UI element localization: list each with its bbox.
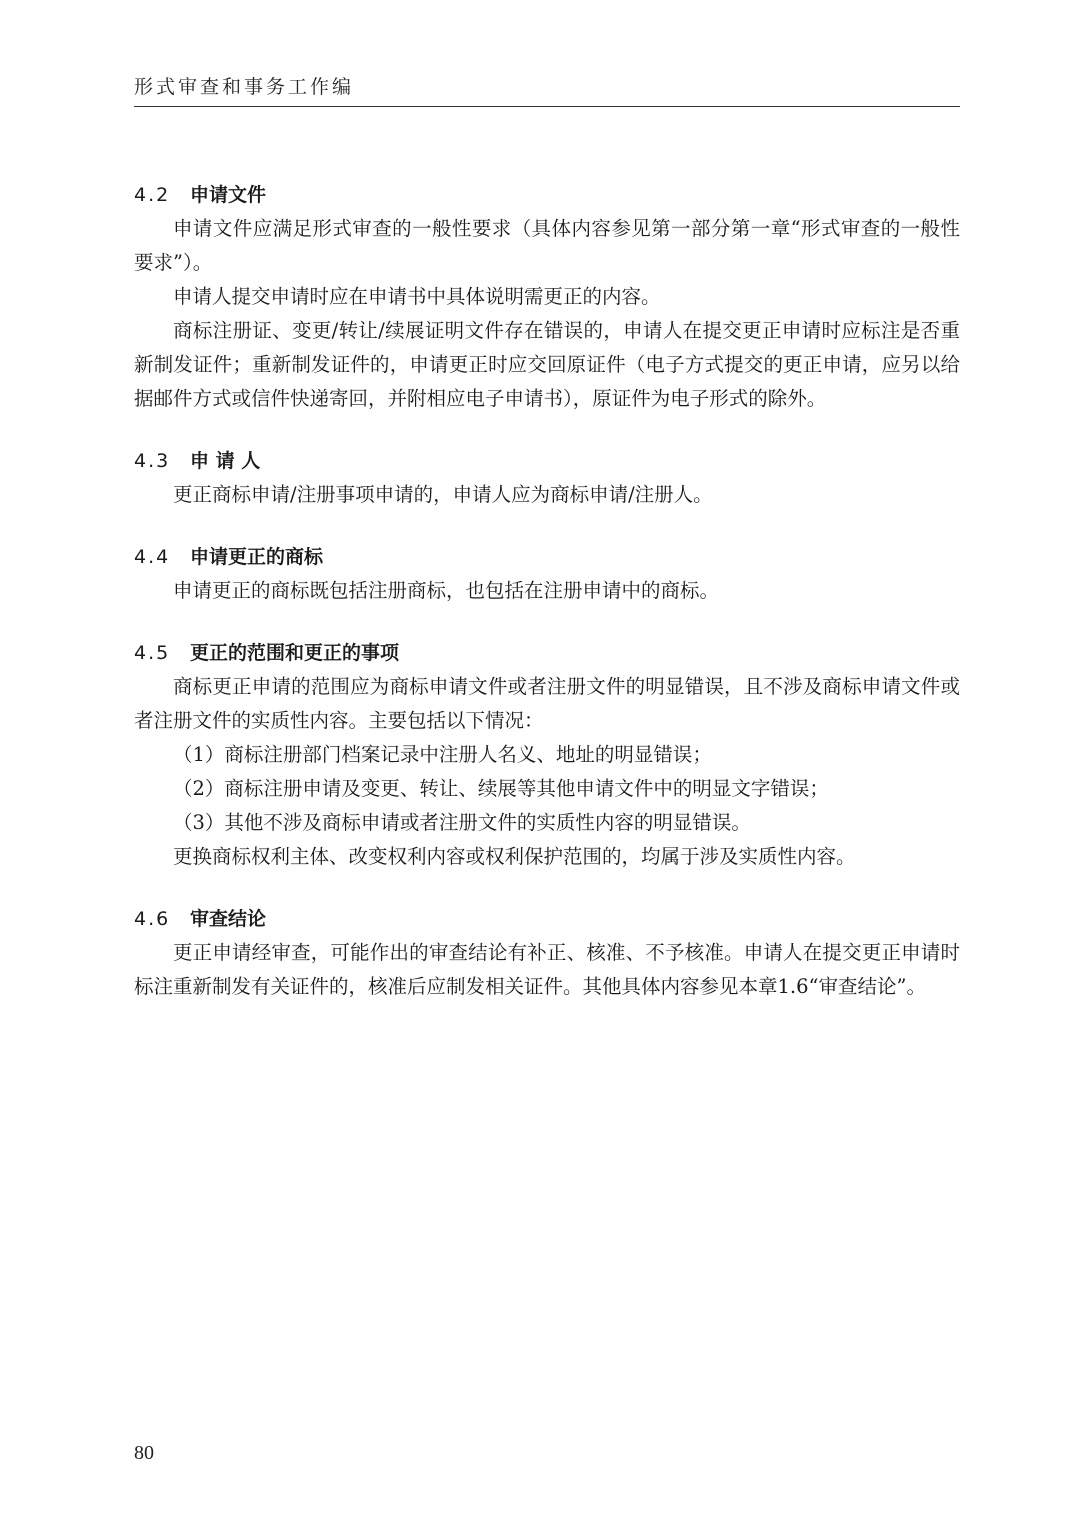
paragraph: 更正商标申请/注册事项申请的，申请人应为商标申请/注册人。 [173, 483, 713, 506]
document-body [134, 178, 960, 1032]
section-4-4 [134, 540, 960, 608]
list-item: （3）其他不涉及商标申请或者注册文件的实质性内容的明显错误。 [173, 811, 751, 834]
page-number: 80 [134, 1442, 154, 1464]
section-title: 申请文件 [190, 184, 267, 206]
paragraph: 申请文件应满足形式审查的一般性要求（具体内容参见第一部分第一章“形式审查的一般性要求”）。 [134, 217, 960, 274]
section-heading [134, 178, 960, 212]
list-item: （1）商标注册部门档案记录中注册人名义、地址的明显错误； [173, 743, 712, 766]
section-number: 4.3 [134, 450, 171, 472]
section-title: 更正的范围和更正的事项 [190, 642, 400, 664]
paragraph: 更换商标权利主体、改变权利内容或权利保护范围的，均属于涉及实质性内容。 [173, 845, 856, 868]
paragraph: 申请人提交申请时应在申请书中具体说明需更正的内容。 [173, 285, 661, 308]
section-title: 审查结论 [190, 908, 267, 930]
section-number: 4.6 [134, 908, 171, 930]
section-heading [134, 902, 960, 936]
section-heading [134, 636, 960, 670]
section-4-5 [134, 636, 960, 874]
section-title: 申请更正的商标 [190, 546, 324, 568]
section-heading [134, 540, 960, 574]
section-number: 4.4 [134, 546, 171, 568]
section-4-3 [134, 444, 960, 512]
section-4-6 [134, 902, 960, 1004]
paragraph: 申请更正的商标既包括注册商标，也包括在注册申请中的商标。 [173, 579, 720, 602]
section-title: 申 请 人 [190, 450, 261, 472]
paragraph: 更正申请经审查，可能作出的审查结论有补正、核准、不予核准。申请人在提交更正申请时标注重新制发有关证件的，核准后应制发相关证件。其他具体内容参见本章1.6“审查结论”。 [134, 941, 960, 998]
paragraph: 商标更正申请的范围应为商标申请文件或者注册文件的明显错误，且不涉及商标申请文件或者注册文件的实质性内容。主要包括以下情况： [134, 675, 960, 732]
header-rule [134, 106, 960, 107]
list-item: （2）商标注册申请及变更、转让、续展等其他申请文件中的明显文字错误； [173, 777, 829, 800]
section-number: 4.2 [134, 184, 171, 206]
section-4-2 [134, 178, 960, 416]
section-heading [134, 444, 960, 478]
paragraph: 商标注册证、变更/转让/续展证明文件存在错误的，申请人在提交更正申请时应标注是否重新制发证件；重新制发证件的，申请更正时应交回原证件（电子方式提交的更正申请，应另以给据邮件方式或信件快递寄回，并附相应电子申请书），原证件为电子形式的除外。 [134, 319, 960, 410]
section-number: 4.5 [134, 642, 171, 664]
running-header: 形式审查和事务工作编 [134, 76, 355, 98]
